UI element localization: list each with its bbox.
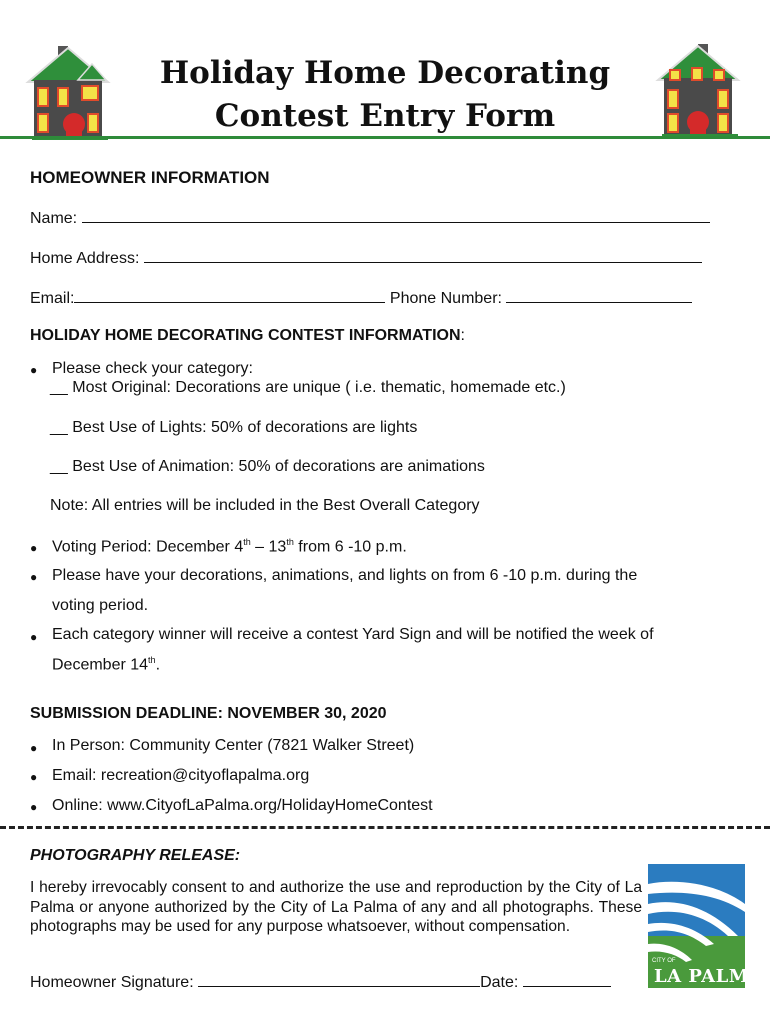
option-label: Best Use of Lights: 50% of decorations are lights [72, 419, 418, 436]
option-best-lights[interactable] [50, 419, 417, 437]
signature-label: Homeowner Signature: [30, 974, 194, 991]
logo-name: LA PALMA [654, 966, 764, 987]
option-most-original[interactable] [50, 379, 566, 397]
date-label: Date: [480, 974, 519, 991]
option-best-animation[interactable] [50, 458, 485, 476]
option-checkbox-blank[interactable]: __ [50, 379, 68, 396]
signature-field[interactable] [198, 972, 480, 987]
bullet-icon: ● [30, 741, 38, 755]
option-label: Best Use of Animation: 50% of decorations are animations [72, 458, 485, 475]
bullet-icon: ● [30, 800, 38, 814]
release-heading: PHOTOGRAPHY RELEASE: [30, 847, 241, 864]
lights-line2: voting period. [52, 597, 149, 614]
lights-line1: Please have your decorations, animations, and lights on from 6 -10 p.m. during the [52, 567, 638, 584]
category-note: Note: All entries will be included in the Best Overall Category [50, 497, 480, 514]
homeowner-heading: HOMEOWNER INFORMATION [30, 168, 270, 187]
address-field[interactable] [144, 248, 702, 263]
bullet-icon: ● [30, 570, 38, 584]
contest-heading: HOLIDAY HOME DECORATING CONTEST INFORMATION [30, 327, 461, 344]
cut-line-divider [0, 826, 770, 829]
name-label: Name: [30, 210, 78, 227]
option-label: Most Original: Decorations are unique ( i.e. thematic, homemade etc.) [72, 379, 566, 396]
bullet-icon: ● [30, 630, 38, 644]
name-field[interactable] [82, 208, 710, 223]
submission-in-person: In Person: Community Center (7821 Walker Street) [52, 737, 415, 754]
bullet-icon: ● [30, 770, 38, 784]
option-checkbox-blank[interactable]: __ [50, 458, 68, 475]
phone-field[interactable] [506, 288, 692, 303]
la-palma-logo [648, 864, 764, 988]
email-label: Email: [30, 290, 75, 307]
category-prompt: Please check your category: [52, 360, 253, 377]
logo-small-text: CITY OF [652, 958, 676, 964]
name-row [30, 208, 710, 228]
contest-heading-colon: : [460, 327, 465, 344]
release-text: I hereby irrevocably consent to and authorize the use and reproduction by the City of La Palma or anyone authorized by the City of La Palma of any and all photographs. These photographs may be used for any purpose whatsoever, without compensation. [30, 879, 642, 935]
bullet-icon: ● [30, 363, 38, 377]
voting-period: Voting Period: December 4th – 13th from 6 -10 p.m. [52, 537, 407, 556]
option-checkbox-blank[interactable]: __ [50, 419, 68, 436]
signature-row [30, 972, 611, 992]
contact-row [30, 288, 692, 308]
bullet-icon: ● [30, 541, 38, 555]
date-field[interactable] [523, 972, 611, 987]
address-row [30, 248, 702, 268]
submission-online[interactable]: Online: www.CityofLaPalma.org/HolidayHomeContest [52, 797, 433, 814]
email-field[interactable] [74, 288, 385, 303]
title-divider [0, 136, 770, 139]
submission-email[interactable]: Email: recreation@cityoflapalma.org [52, 767, 310, 784]
phone-label: Phone Number: [389, 290, 502, 307]
page-title-line2: Contest Entry Form [214, 98, 556, 134]
winner-line2: December 14th. [52, 655, 161, 674]
contest-heading-row [30, 327, 465, 345]
page-title-line1: Holiday Home Decorating [159, 55, 611, 91]
winner-line1: Each category winner will receive a contest Yard Sign and will be notified the week of [52, 626, 654, 643]
submission-heading: SUBMISSION DEADLINE: NOVEMBER 30, 2020 [30, 705, 387, 722]
address-label: Home Address: [30, 250, 140, 267]
